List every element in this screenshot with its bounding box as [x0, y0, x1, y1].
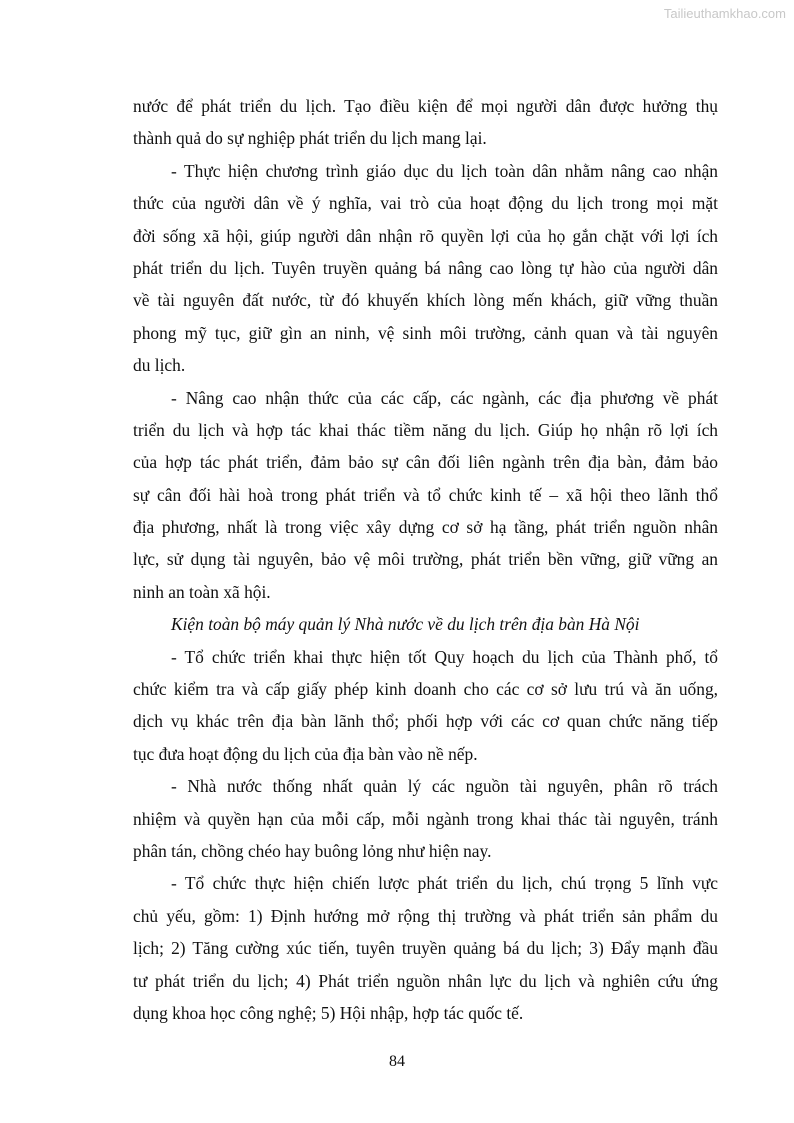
text-line: phân tán, chồng chéo hay buông lỏng như hiện nay.	[133, 840, 492, 861]
text-line: của hợp tác phát triển, đảm bảo sự cân đối liên ngành trên địa bàn, đảm bảo	[133, 452, 718, 473]
text-line: thành quả do sự nghiệp phát triển du lịch mang lại.	[133, 128, 487, 149]
text-line: địa phương, nhất là trong việc xây dựng cơ sở hạ tầng, phát triển nguồn nhân	[133, 517, 718, 538]
text-line: - Nâng cao nhận thức của các cấp, các ngành, các địa phương về phát	[171, 387, 718, 408]
text-line: tục đưa hoạt động du lịch của địa bàn vào nề nếp.	[133, 743, 478, 764]
text-line: du lịch.	[133, 355, 186, 376]
text-line: - Tổ chức triển khai thực hiện tốt Quy hoạch du lịch của Thành phố, tổ	[171, 646, 718, 667]
text-line: - Tổ chức thực hiện chiến lược phát triển du lịch, chú trọng 5 lĩnh vực	[171, 873, 718, 894]
text-line: - Thực hiện chương trình giáo dục du lịch toàn dân nhằm nâng cao nhận	[171, 160, 718, 181]
text-line: lịch; 2) Tăng cường xúc tiến, tuyên truyền quảng bá du lịch; 3) Đẩy mạnh đầu	[133, 938, 718, 959]
text-line: tư phát triển du lịch; 4) Phát triển nguồn nhân lực du lịch và nghiên cứu ứng	[133, 970, 718, 991]
text-line: thức của người dân về ý nghĩa, vai trò của hoạt động du lịch trong mọi mặt	[133, 193, 718, 214]
text-line: triển du lịch và hợp tác khai thác tiềm năng du lịch. Giúp họ nhận rõ lợi ích	[133, 419, 718, 440]
text-line: đời sống xã hội, giúp người dân nhận rõ quyền lợi của họ gắn chặt với lợi ích	[133, 225, 718, 246]
text-line: nhiệm và quyền hạn của mỗi cấp, mỗi ngành trong khai thác tài nguyên, tránh	[133, 808, 718, 829]
text-line: lực, sử dụng tài nguyên, bảo vệ môi trường, phát triển bền vững, giữ vững an	[133, 549, 718, 570]
text-line: Kiện toàn bộ máy quản lý Nhà nước về du lịch trên địa bàn Hà Nội	[171, 614, 640, 635]
text-line: chức kiểm tra và cấp giấy phép kinh doanh cho các cơ sở lưu trú và ăn uống,	[133, 679, 718, 700]
text-line: phong mỹ tục, giữ gìn an ninh, vệ sinh môi trường, cảnh quan và tài nguyên	[133, 322, 718, 343]
text-line: chủ yếu, gồm: 1) Định hướng mở rộng thị trường và phát triển sản phẩm du	[133, 905, 718, 926]
text-line: - Nhà nước thống nhất quản lý các nguồn tài nguyên, phân rõ trách	[171, 776, 718, 797]
text-line: về tài nguyên đất nước, từ đó khuyến khích lòng mến khách, giữ vững thuần	[133, 290, 718, 311]
text-line: phát triển du lịch. Tuyên truyền quảng bá nâng cao lòng tự hào của người dân	[133, 257, 718, 278]
text-line: dịch vụ khác trên địa bàn lãnh thổ; phối hợp với các cơ quan chức năng tiếp	[133, 711, 718, 732]
page-number: 84	[389, 1053, 405, 1070]
text-line: dụng khoa học công nghệ; 5) Hội nhập, hợp tác quốc tế.	[133, 1002, 524, 1023]
watermark: Tailieuthamkhao.com	[663, 6, 786, 21]
text-line: ninh an toàn xã hội.	[133, 581, 271, 602]
text-line: sự cân đối hài hoà trong phát triển và tổ chức kinh tế – xã hội theo lãnh thổ	[133, 484, 718, 505]
document-body	[133, 90, 718, 1029]
text-line: nước để phát triển du lịch. Tạo điều kiện để mọi người dân được hưởng thụ	[133, 96, 718, 116]
